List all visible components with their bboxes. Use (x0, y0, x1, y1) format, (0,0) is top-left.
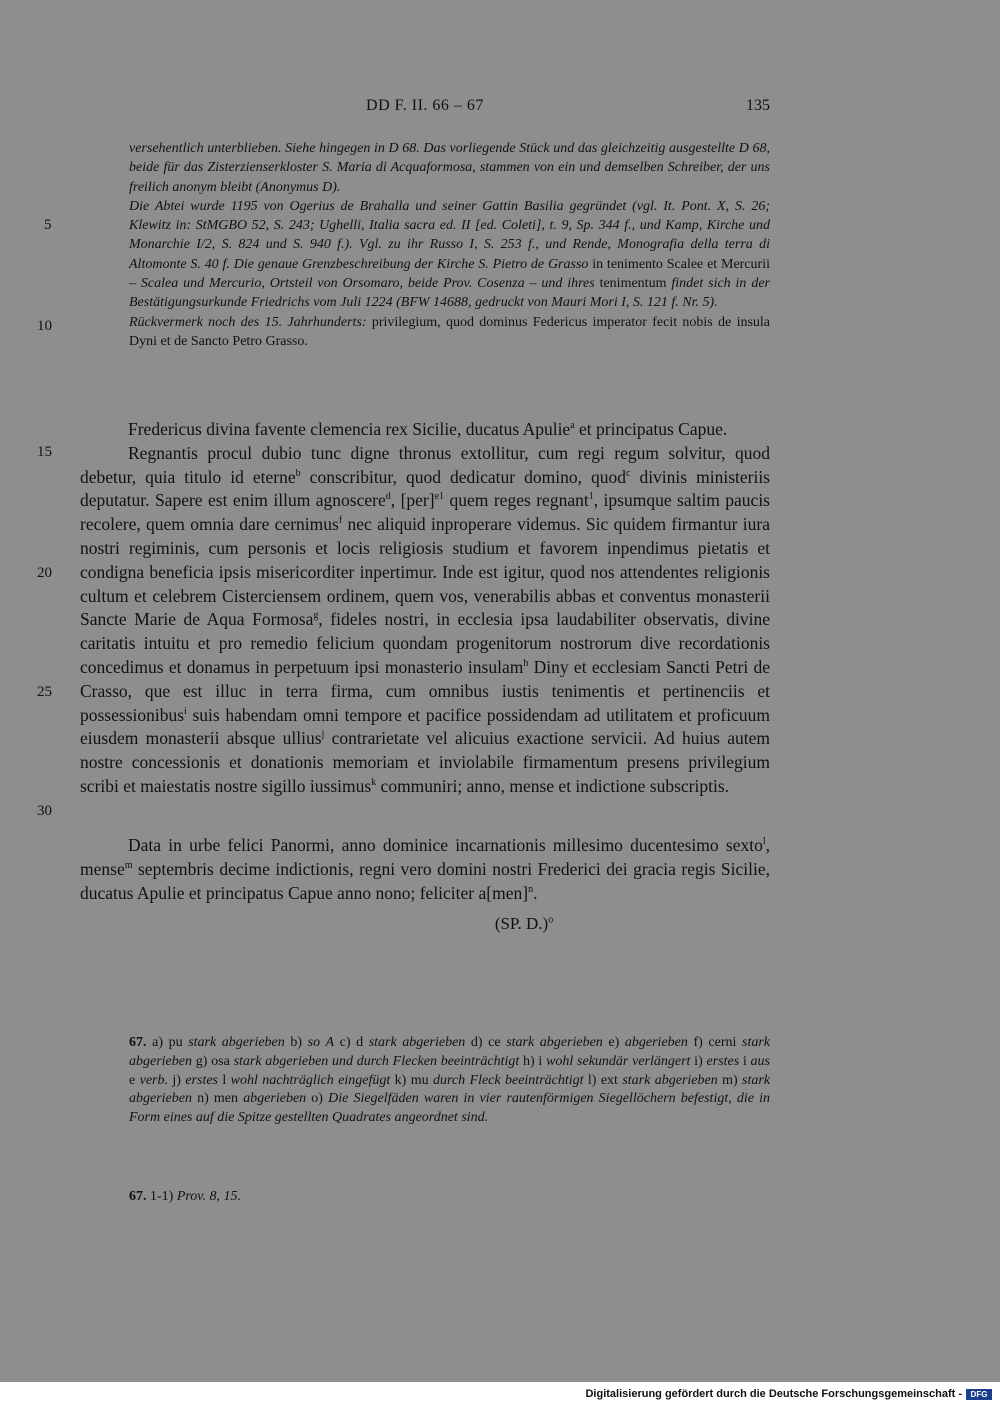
intro-text: Die Abtei wurde 1195 von Ogerius de Brahalla und seiner Gattin Basilia gegründet (vgl. It. Pont. X, S. 26; Klewitz in: StMGBO 52, S. 243; Ughelli, Italia sacra ed. II [ed. Coleti], t. 9, Sp. 344 f., und Kamp, Kirche und Monarchie I/2, S. 824 und S. 940 f.). Vgl. zu ihr Russo I, S. 253 f., und Rende, Monografia della terra di Altomonte S. 40 f. Die genaue Grenzbeschreibung der Kirche S. Pietro de Grasso (129, 198, 770, 272)
note-text: c) d (334, 1035, 369, 1050)
note-text: stark abgerieben (506, 1035, 603, 1050)
footnote-marker: n (528, 883, 534, 895)
dating-paragraph (80, 834, 770, 905)
note-text: abgerieben (243, 1091, 307, 1107)
document-number: 67. (129, 1189, 147, 1204)
text-run: septembris decime indictionis, regni vero domini nostri Frederici dei gracia regis Sicilie, ducatus Apulie et principatus Capue anno nono; feliciter a[men] (80, 858, 770, 903)
note-text: a) pu (146, 1035, 189, 1050)
line-number: 25 (37, 684, 52, 700)
footnote-marker: k (371, 777, 377, 789)
note-text: l (218, 1072, 231, 1088)
note-text: stark abgerieben und durch Flecken beeinträchtigt (233, 1053, 520, 1069)
footnote-marker: c (625, 467, 631, 479)
dfg-logo: DFG (966, 1389, 992, 1400)
note-text: stark abgerieben (622, 1072, 718, 1088)
note-text: stark abgerieben (368, 1035, 466, 1050)
document-number: 67. (129, 1035, 147, 1050)
footnote-marker: e1 (434, 491, 445, 503)
text-run: communiri; anno, mense et indictione subscriptis. (376, 775, 730, 796)
text-run: conscribitur, quod dedicatur domino, quod (300, 466, 626, 487)
note-text: stark abgerieben (129, 1035, 770, 1069)
text-run: contrarietate vel alicuius exactione servicii. Ad huius autem nostre concessionis et donationis memoriam et inviolabile firmamentum presens privilegium scribi et maiestatis nostre sigillo iussimus (80, 728, 770, 796)
footnote-marker: m (124, 859, 133, 871)
note-text: erstes (706, 1053, 740, 1069)
note-text: d) ce (465, 1035, 507, 1050)
line-number: 30 (37, 803, 52, 819)
line-number: 15 (37, 444, 52, 460)
note-text: o) (306, 1091, 329, 1107)
note-text: abgerieben (624, 1035, 688, 1050)
note-text: wohl nachträglich eingefügt (230, 1072, 391, 1088)
intro-text: Rückvermerk noch des 15. Jahrhunderts: (129, 314, 367, 330)
text-run: quem reges regnant (444, 490, 589, 511)
source-references (129, 1189, 770, 1205)
preliminary-remarks (129, 139, 770, 351)
note-text: so A (307, 1035, 335, 1050)
footnote-marker: f (338, 515, 343, 527)
reference-text: 1-1) (146, 1189, 177, 1204)
footnote-marker: l (762, 836, 766, 848)
note-text: wohl sekundär verlängert (546, 1053, 691, 1069)
note-text: f) cerni (687, 1035, 742, 1050)
note-text: b) (284, 1035, 308, 1050)
line-number: 10 (37, 318, 52, 334)
note-text: n) men (191, 1091, 244, 1107)
note-text: erstes (185, 1072, 218, 1088)
note-text: i) (690, 1053, 707, 1069)
footnote-marker: 1 (588, 491, 594, 503)
intro-text: findet sich in der Bestätigungsurkunde Friedrichs vom Juli 1224 (BFW 14688, gedruckt von Mauri Mori I, S. 121 f. Nr. 5). (129, 276, 770, 311)
intro-text: tenimentum (599, 276, 667, 292)
note-text: e (129, 1072, 140, 1088)
seal-note (0, 914, 1000, 934)
note-text: i (739, 1053, 751, 1069)
footnote-marker: h (523, 658, 529, 670)
apparatus-notes (129, 1034, 770, 1128)
note-text: aus (750, 1053, 770, 1069)
note-text: stark abgerieben (129, 1072, 771, 1107)
line-number: 5 (44, 217, 52, 233)
footnote-marker: d (385, 491, 391, 503)
intro-paragraph-1: versehentlich unterblieben. Siehe hingegen in D 68. Das vorliegende Stück und das gleichzeitig ausgestellte D 68, beide für das Zisterzienserkloster S. Maria di Acquaformosa, stammen von ein und demselben Schreiber, der uns freilich anonym bleibt (Anonymus D). (129, 141, 770, 195)
footnote-marker: b (295, 467, 301, 479)
note-text: g) osa (191, 1053, 234, 1069)
note-text: h) i (519, 1053, 547, 1069)
reference-text: Prov. 8, 15. (176, 1189, 241, 1204)
note-text: stark abgerieben (188, 1035, 285, 1050)
seal-text: (SP. D.) (494, 914, 549, 933)
intro-paragraph-3 (129, 313, 770, 352)
note-text: Die Siegelfäden waren in vier rautenförmigen Siegellöchern befestigt, die in Form eines auf die Spitze gestellten Quadrates angeordnet sind. (129, 1091, 770, 1126)
header-title: DD F. II. 66 – 67 (366, 97, 484, 114)
charter-intitulatio (80, 418, 770, 442)
charter-text (80, 418, 770, 799)
charter-body (80, 442, 770, 799)
text-run: , mense (80, 835, 770, 879)
funding-notice: Digitalisierung gefördert durch die Deutsche Forschungsgemeinschaft - (585, 1388, 962, 1400)
text-run: et principatus Capue. (574, 419, 728, 439)
text-run: nec aliquid inproperare videmus. Sic quidem firmantur iura nostri regiminis, cum personis et locis religiosis studium et favorem inpendimus pietatis et condigna beneficia ipsis misericorditer inpertimur. Inde est igitur, quod nos attendentes religionis cultum et celebrem Cisterciensem ordinem, quem vos, venerabilis abbas et conventus monasterii Sancte Marie de Aqua Formosa (80, 514, 770, 630)
text-run: divinis ministeriis deputatur. Sapere est enim illum agnoscere (80, 466, 770, 511)
text-run: Regnantis procul dubio tunc digne thronus extollitur, cum regi regum solvitur, quod debetur, quia titulo id eterne (80, 442, 770, 487)
note-text: j) (168, 1072, 186, 1088)
footnote-marker: i (184, 705, 187, 717)
note-text: e) (602, 1035, 625, 1050)
line-number: 20 (37, 565, 52, 581)
text-run: , fideles nostri, in ecclesia ipsa laudabiliter observatis, divine caritatis intuitu et pro remedio felicium quondam progenitorum nostrorum dive recordationis concedimus et donamus in perpetuum ipsi monasterio insulam (80, 609, 770, 677)
dating-clause (80, 834, 770, 905)
intro-text: privilegium, quod dominus Federicus imperator fecit nobis de insula Dyni et de Sancto Petro Grasso. (129, 314, 771, 349)
text-run: , [per] (390, 490, 435, 511)
intro-paragraph-2 (129, 197, 770, 313)
footnote-marker: j (321, 729, 325, 741)
footnote-marker: o (548, 914, 554, 926)
note-text: verb. (139, 1072, 168, 1088)
intro-text: in tenimento Scalee et Mercurii (588, 256, 770, 272)
critical-apparatus (129, 1034, 770, 1128)
text-run: , ipsumque saltim paucis recolere, quem omnia dare cernimus (80, 490, 770, 535)
intro-text: – Scalea und Mercurio, Ortsteil von Orsomaro, beide Prov. Cosenza – und ihres (129, 276, 600, 292)
page-number: 135 (746, 97, 770, 114)
footnote-marker: a (570, 420, 575, 432)
note-text: k) mu (390, 1072, 433, 1088)
footnote-marker: g (313, 610, 319, 622)
text-run: suis habendam omni tempore et pacifice possidendam ad utilitatem et proficuum eiusdem monasterii absque ullius (80, 704, 770, 749)
text-run: . (533, 882, 538, 903)
note-text: durch Fleck beeinträchtigt (433, 1072, 584, 1088)
note-text: l) ext (583, 1072, 623, 1088)
text-run: Data in urbe felici Panormi, anno dominice incarnationis millesimo ducentesimo sexto (128, 835, 763, 855)
note-text: m) (717, 1072, 743, 1088)
running-header (80, 97, 770, 121)
text-run: Diny et ecclesiam Sancti Petri de Crasso, que est illuc in terra firma, cum omnibus iustis tenimentis et pertinenciis et possessionibus (80, 656, 770, 725)
text-run: Fredericus divina favente clemencia rex Sicilie, ducatus Apulie (128, 419, 571, 439)
